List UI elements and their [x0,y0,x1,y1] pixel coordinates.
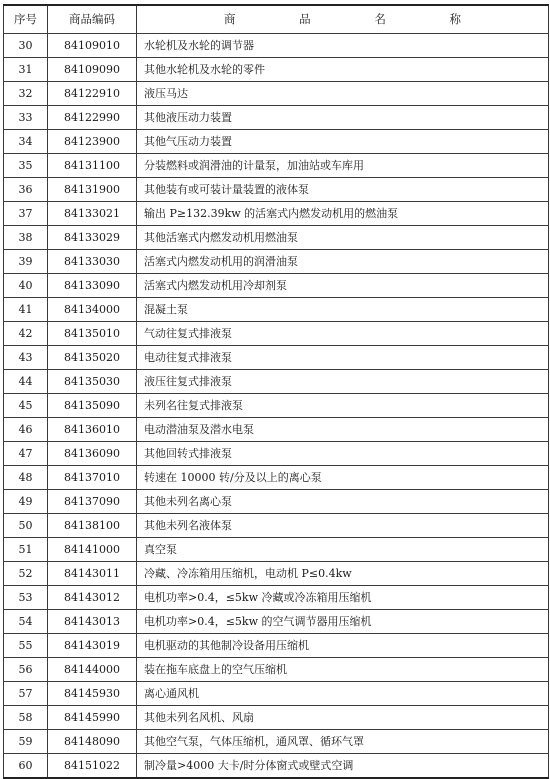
row-code-cell: 84133030 [48,250,137,274]
table-header [4,5,549,34]
row-name-cell: 真空泵 [137,538,549,562]
row-no-cell: 45 [4,394,48,418]
row-no-cell: 53 [4,586,48,610]
table-row [4,154,549,178]
row-no-cell: 33 [4,106,48,130]
row-name-cell: 其他未列名离心泵 [137,490,549,514]
row-code-cell: 84122990 [48,106,137,130]
row-code-cell: 84148090 [48,730,137,754]
row-name-cell: 活塞式内燃发动机用冷却剂泵 [137,274,549,298]
row-name-cell: 其他空气泵，气体压缩机，通风罩、循环气罩 [137,730,549,754]
table-row [4,418,549,442]
row-name-cell: 气动往复式排液泵 [137,322,549,346]
goods-table [3,4,549,779]
table-row [4,346,549,370]
row-name-cell: 其他气压动力装置 [137,130,549,154]
row-no-cell: 44 [4,370,48,394]
table-row [4,538,549,562]
table-row [4,514,549,538]
row-name-cell: 其他液压动力装置 [137,106,549,130]
row-code-cell: 84135010 [48,322,137,346]
table-row [4,394,549,418]
table-row [4,82,549,106]
row-no-cell: 51 [4,538,48,562]
row-no-cell: 34 [4,130,48,154]
row-code-cell: 84109090 [48,58,137,82]
row-no-cell: 37 [4,202,48,226]
table-row [4,490,549,514]
row-no-cell: 30 [4,34,48,58]
row-no-cell: 43 [4,346,48,370]
row-name-cell: 水轮机及水轮的调节器 [137,34,549,58]
row-name-cell: 其他未列名液体泵 [137,514,549,538]
row-no-cell: 48 [4,466,48,490]
header-no: 序号 [4,5,48,34]
row-code-cell: 84134000 [48,298,137,322]
row-name-cell: 其他回转式排液泵 [137,442,549,466]
table-row [4,442,549,466]
row-code-cell: 84136010 [48,418,137,442]
row-name-cell: 转速在 10000 转/分及以上的离心泵 [137,466,549,490]
row-code-cell: 84137090 [48,490,137,514]
table-row [4,298,549,322]
row-code-cell: 84143013 [48,610,137,634]
row-name-cell: 其他活塞式内燃发动机用燃油泵 [137,226,549,250]
table-row [4,106,549,130]
row-name-cell: 装在拖车底盘上的空气压缩机 [137,658,549,682]
row-code-cell: 84145930 [48,682,137,706]
row-no-cell: 36 [4,178,48,202]
row-name-cell: 活塞式内燃发动机用的润滑油泵 [137,250,549,274]
table-row [4,730,549,754]
row-name-cell: 其他未列名风机、风扇 [137,706,549,730]
row-no-cell: 56 [4,658,48,682]
table-row [4,202,549,226]
table-row [4,586,549,610]
table-row [4,34,549,58]
row-name-cell: 其他水轮机及水轮的零件 [137,58,549,82]
row-code-cell: 84138100 [48,514,137,538]
row-name-cell: 混凝土泵 [137,298,549,322]
table-row [4,754,549,779]
table-row [4,322,549,346]
row-no-cell: 42 [4,322,48,346]
table-row [4,370,549,394]
row-name-cell: 液压马达 [137,82,549,106]
row-code-cell: 84123900 [48,130,137,154]
row-name-cell: 电动往复式排液泵 [137,346,549,370]
row-no-cell: 54 [4,610,48,634]
table-row [4,178,549,202]
row-code-cell: 84144000 [48,658,137,682]
row-code-cell: 84131100 [48,154,137,178]
row-no-cell: 41 [4,298,48,322]
row-name-cell: 电动潜油泵及潜水电泵 [137,418,549,442]
row-no-cell: 35 [4,154,48,178]
row-name-cell: 电机功率>0.4，≤5kw 冷藏或冷冻箱用压缩机 [137,586,549,610]
row-name-cell: 未列名往复式排液泵 [137,394,549,418]
row-no-cell: 38 [4,226,48,250]
row-code-cell: 84141000 [48,538,137,562]
table-row [4,658,549,682]
table-body [4,34,549,779]
row-name-cell: 离心通风机 [137,682,549,706]
row-name-cell: 液压往复式排液泵 [137,370,549,394]
row-no-cell: 32 [4,82,48,106]
row-code-cell: 84133090 [48,274,137,298]
table-row [4,226,549,250]
header-code: 商品编码 [48,5,137,34]
row-no-cell: 47 [4,442,48,466]
row-code-cell: 84136090 [48,442,137,466]
row-no-cell: 58 [4,706,48,730]
row-name-cell: 电机功率>0.4，≤5kw 的空气调节器用压缩机 [137,610,549,634]
row-code-cell: 84135030 [48,370,137,394]
row-no-cell: 59 [4,730,48,754]
row-code-cell: 84143012 [48,586,137,610]
row-name-cell: 电机驱动的其他制冷设备用压缩机 [137,634,549,658]
row-no-cell: 31 [4,58,48,82]
row-name-cell: 其他装有或可装计量装置的液体泵 [137,178,549,202]
row-name-cell: 冷藏、冷冻箱用压缩机，电动机 P≤0.4kw [137,562,549,586]
row-code-cell: 84109010 [48,34,137,58]
row-code-cell: 84145990 [48,706,137,730]
table-row [4,466,549,490]
row-code-cell: 84122910 [48,82,137,106]
row-no-cell: 46 [4,418,48,442]
row-code-cell: 84135020 [48,346,137,370]
row-code-cell: 84131900 [48,178,137,202]
row-no-cell: 39 [4,250,48,274]
table-row [4,682,549,706]
table-row [4,706,549,730]
row-code-cell: 84151022 [48,754,137,779]
table-row [4,274,549,298]
row-no-cell: 49 [4,490,48,514]
row-name-cell: 分装燃料或润滑油的计量泵，加油站或车库用 [137,154,549,178]
row-code-cell: 84143011 [48,562,137,586]
row-code-cell: 84137010 [48,466,137,490]
row-no-cell: 52 [4,562,48,586]
row-no-cell: 50 [4,514,48,538]
row-name-cell: 输出 P≥132.39kw 的活塞式内燃发动机用的燃油泵 [137,202,549,226]
table-row [4,250,549,274]
row-name-cell: 制冷量>4000 大卡/时分体窗式或壁式空调 [137,754,549,779]
table-row [4,610,549,634]
row-no-cell: 60 [4,754,48,779]
table-row [4,58,549,82]
row-no-cell: 57 [4,682,48,706]
table-row [4,562,549,586]
table-row [4,634,549,658]
header-row [4,5,549,34]
header-name: 商 品 名 称 [137,5,549,34]
row-code-cell: 84133029 [48,226,137,250]
row-no-cell: 55 [4,634,48,658]
row-code-cell: 84143019 [48,634,137,658]
row-no-cell: 40 [4,274,48,298]
row-code-cell: 84135090 [48,394,137,418]
row-code-cell: 84133021 [48,202,137,226]
table-row [4,130,549,154]
